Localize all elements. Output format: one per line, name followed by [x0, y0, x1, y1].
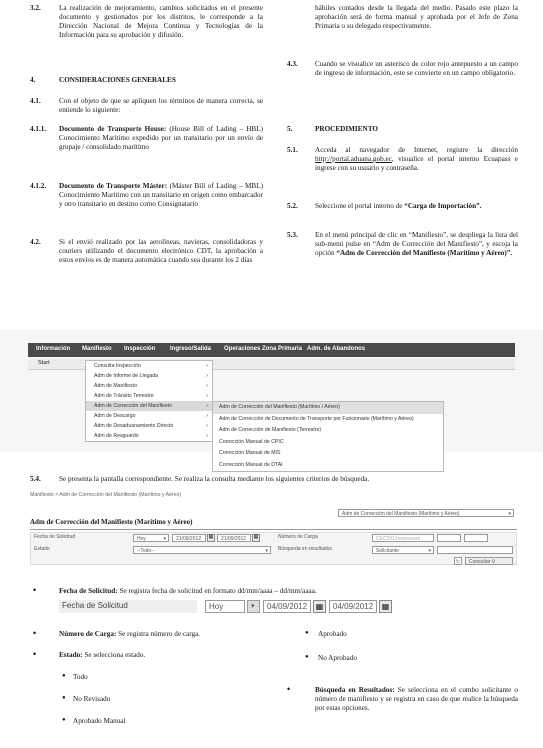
definition: Se registra número de carga. [118, 630, 201, 638]
paragraph-3-2: La realización de mejoramiento, cambios solicitados en el presente documento y gestionados por los distritos, le corresponde a la Dirección Nacional de Mejora Continua y Tecnologías de la Información para su aprobación y difusión. [59, 4, 263, 39]
dropdown-item[interactable]: Consulta Inspección › [94, 363, 208, 369]
definition: Se selecciona estado. [84, 651, 146, 659]
carga-input-3[interactable] [464, 534, 488, 542]
paragraph-4-3: Cuando se visualice un asterisco de color rojo antepuesto a un campo de ingreso de información, este se convierte en un campo obligatorio. [315, 60, 518, 77]
section-number: 5.1. [287, 146, 298, 154]
paragraph-5-4: Se presenta la pantalla correspondiente. Se realiza la consulta mediante los siguientes criterios de búsqueda. [59, 475, 370, 483]
bullet-icon: • [33, 649, 37, 659]
bullet-icon: ● [62, 673, 66, 679]
menu-item-operaciones[interactable]: Operaciones Zona Primaria [224, 346, 303, 352]
zoom-from-input[interactable]: 04/09/2012 [263, 600, 311, 613]
bullet-icon: ● [305, 654, 309, 660]
submenu-item[interactable]: Corrección Manual de DTAI [219, 461, 283, 468]
section-number: 4.1.2. [30, 182, 47, 190]
busqueda-select[interactable]: Solicitante ▾ [372, 546, 434, 554]
chevron-right-icon: › [206, 423, 208, 429]
quote: “Carga de Importación”. [404, 202, 482, 210]
menu-item-informacion[interactable]: Información [36, 346, 71, 352]
bullet-carga [59, 630, 200, 639]
section-number: 4. [30, 76, 36, 84]
section-number: 4.1. [30, 97, 41, 105]
term: Documento de Transporte House: [59, 125, 167, 133]
search-icon: ⚲ [490, 559, 496, 565]
menu-item-ingreso-salida[interactable]: Ingreso/Salida [170, 346, 212, 352]
paragraph-4-1: Con el objeto de que se apliquen los términos de manera correcta, se entiende lo siguiente: [59, 97, 263, 114]
dropdown-item[interactable]: Adm de Descargo › [94, 413, 208, 419]
submenu-item[interactable]: Adm de Corrección de Documento de Transporte por Funcionario (Marítimo y Aéreo) [219, 415, 414, 422]
chevron-down-icon: ▾ [508, 511, 511, 517]
bullet-icon: • [287, 684, 291, 694]
calendar-icon[interactable]: ▦ [253, 535, 259, 540]
text: Acceda al navegador de Internet, registre la dirección [315, 146, 518, 154]
paragraph-5-2 [315, 202, 518, 211]
chevron-down-icon: ▾ [265, 548, 268, 554]
calendar-icon[interactable]: ▦ [208, 535, 214, 540]
section-number: 5.3. [287, 231, 298, 239]
fecha-label: Fecha de Solicitud [34, 534, 76, 540]
submenu-item[interactable]: Corrección Manual de CPIC [219, 438, 284, 445]
section-title-4: CONSIDERACIONES GENERALES [59, 76, 176, 84]
term: Fecha de Solicitud: [59, 587, 118, 595]
bullet-icon: ● [62, 695, 66, 701]
term: Búsqueda en Resultados: [315, 686, 395, 694]
term: Número de Carga: [59, 630, 117, 638]
term: Documento de Transporte Máster: [59, 182, 168, 190]
chevron-right-icon: › [206, 413, 208, 419]
fecha-zoom-screenshot [59, 600, 409, 613]
section-number: 5. [287, 125, 293, 133]
estado-option: Todo [73, 673, 88, 681]
section-number: 3.2. [30, 4, 41, 12]
bullet-busqueda [315, 686, 518, 713]
chevron-down-icon: ▾ [163, 536, 166, 542]
definition: Se selecciona en el combo solicitante o número de manifiesto y se registra en caso de que realice la búsqueda por estas opciones. [315, 686, 518, 712]
text: Seleccione el portal interno de [315, 202, 403, 210]
paragraph-5-1 [315, 146, 518, 173]
section-title-5: PROCEDIMIENTO [315, 125, 378, 133]
term: Estado: [59, 651, 83, 659]
calendar-icon[interactable]: ▦ [313, 600, 326, 613]
zoom-period-select[interactable]: Hoy [205, 600, 245, 613]
form-title: Adm de Corrección del Manifiesto (Marítimo y Aéreo) [30, 518, 193, 526]
zoom-fecha-label: Fecha de Solicitud [59, 600, 197, 613]
chevron-right-icon: › [206, 373, 208, 379]
chevron-right-icon: › [206, 393, 208, 399]
bullet-icon: • [33, 628, 37, 638]
section-number: 4.2. [30, 238, 41, 246]
definition: (House Bill of Lading – HBL) Conocimiento Marítimo expedido por un transitario por un envío de grupaje / consolidado marítimo [59, 125, 263, 151]
definition: Se registra fecha de solicitud en formato dd/mm/aaaa – dd/mm/aaaa. [119, 587, 317, 595]
text: , visualice el portal interno Ecuapass e ingrese con su usuario y contraseña. [315, 155, 518, 172]
menu-item-abandonos[interactable]: Adm. de Abandonos [307, 346, 366, 352]
dropdown-item-selected[interactable]: Adm de Corrección del Manifiesto › [86, 401, 212, 411]
chevron-down-icon: ▾ [428, 548, 431, 554]
busqueda-label: Búsqueda en resultados [278, 546, 332, 552]
paragraph-continuation: hábiles contados desde la llegada del medio. Pasado este plazo la aprobación será de forma manual y aprobada por el Jefe de Zona Primaria o su delegado respectivamente. [315, 4, 518, 30]
zoom-to-input[interactable]: 04/09/2012 [329, 600, 377, 613]
screen-select[interactable]: Adm de Corrección del Manifiesto (Marítimo y Aéreo) ▾ [338, 509, 514, 517]
bullet-fecha [59, 587, 519, 596]
text: En el menú principal de clic en “Manifiesto”, se despliega la lista del sub-menú pulse en “Adm de Corrección del Manifiesto”, y escoja la opción [315, 231, 518, 257]
submenu-item[interactable]: Adm de Corrección de Manifiesto (Terrestre) [219, 427, 322, 433]
portal-link[interactable]: http://portal.aduana.gob.ec [315, 155, 392, 163]
menu-item-inspeccion[interactable]: Inspección [124, 346, 156, 352]
consultar-button[interactable]: Consultar ⚲ [465, 557, 513, 565]
menu-item-manifiesto[interactable]: Manifiesto [82, 346, 112, 352]
estado-label: Estado [34, 546, 50, 552]
paragraph-4-1-2 [59, 182, 263, 209]
quote: “Adm de Corrección del Manifiesto (Marítimo y Aéreo)”. [336, 249, 513, 257]
correccion-submenu [212, 401, 444, 472]
bullet-estado [59, 651, 145, 660]
dropdown-item[interactable]: Adm de Manifiesto › [94, 383, 208, 389]
estado-option: No Aprobado [318, 654, 357, 662]
estado-option: No Revisado [73, 695, 111, 703]
paragraph-4-2: Si el envió realizado por las aerolíneas, navieras, consolidadoras y couriers utilizando el documento electrónico CDT, la aprobación a estos envíos es de manera automática cuando sea durante los 2 días [59, 238, 263, 264]
paragraph-5-3 [315, 231, 518, 258]
main-menu-bar [28, 343, 515, 357]
fecha-to-input[interactable]: 21/09/2012 [217, 534, 251, 542]
submenu-item[interactable]: Corrección Manual de MIS [219, 450, 281, 456]
refresh-icon[interactable]: ↻ [455, 559, 461, 565]
section-number: 4.3. [287, 60, 298, 68]
estado-select[interactable]: --Todo-- ▾ [133, 546, 271, 554]
breadcrumb: Manifiesto > Adm de Corrección del Manifiesto (Marítimo y Aéreo) [30, 492, 182, 498]
section-number: 5.2. [287, 202, 298, 210]
submenu-item-selected[interactable]: Adm de Corrección del Manifiesto (Marítimo / Aéreo) [213, 402, 443, 414]
tab-start[interactable]: Start [38, 360, 50, 366]
chevron-right-icon: › [206, 403, 208, 409]
section-number: 4.1.1. [30, 125, 47, 133]
chevron-right-icon: › [206, 433, 208, 439]
dropdown-item[interactable]: Adm de Informe de Llegada › [94, 373, 208, 379]
calendar-icon[interactable]: ▦ [379, 600, 392, 613]
paragraph-4-1-1 [59, 125, 263, 152]
dropdown-item[interactable]: Adm de Tránsito Terrestre › [94, 393, 208, 399]
manifiesto-dropdown [85, 360, 213, 442]
chevron-right-icon: › [206, 363, 208, 369]
fecha-from-input[interactable]: 21/09/2012 [172, 534, 206, 542]
chevron-down-icon[interactable]: ▾ [247, 600, 260, 613]
bullet-icon: • [33, 585, 37, 595]
busqueda-input[interactable] [437, 546, 513, 554]
divider [30, 529, 517, 530]
chevron-right-icon: › [206, 383, 208, 389]
definition: (Máster Bill of Lading – MBL) Conocimiento Marítimo con un transitario en origen como embarcador y otro transitario en destino como Consignatario [59, 182, 263, 208]
bullet-icon: ● [305, 630, 309, 636]
dropdown-item[interactable]: Adm de Resguardo › [94, 433, 208, 439]
carga-input-2[interactable] [437, 534, 461, 542]
estado-option: Aprobado [318, 630, 347, 638]
carga-label: Número de Carga [278, 534, 318, 540]
bullet-icon: ● [62, 717, 66, 723]
estado-option: Aprobado Manual [73, 717, 126, 725]
section-number: 5.4. [30, 475, 41, 483]
carga-input[interactable]: CEC2012xxxxxxxxx [372, 534, 434, 542]
dropdown-item[interactable]: Adm de Desaduanamiento Directo › [94, 423, 208, 429]
fecha-period-select[interactable]: Hoy ▾ [133, 534, 169, 542]
